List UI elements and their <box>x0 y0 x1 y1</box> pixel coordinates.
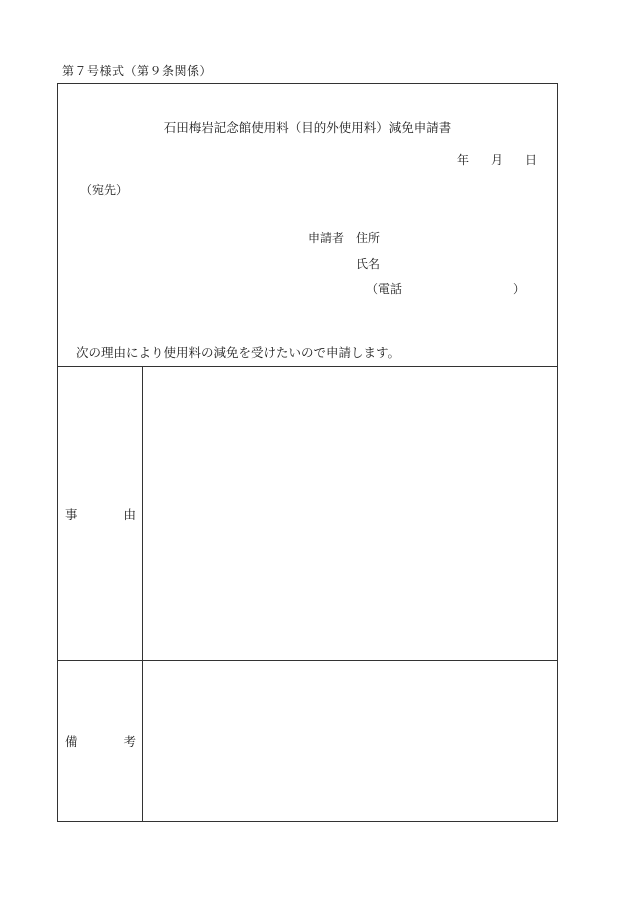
reason-label-second: 由 <box>123 506 136 522</box>
notes-field[interactable] <box>143 661 557 821</box>
form-title: 石田梅岩記念館使用料（目的外使用料）減免申請書 <box>163 120 452 135</box>
application-form <box>57 83 558 822</box>
name-label: 氏名 <box>356 257 381 271</box>
reason-label-first: 事 <box>65 506 78 522</box>
form-header-section <box>58 84 557 367</box>
reason-field[interactable] <box>143 367 557 660</box>
date-day-label: 日 <box>524 153 537 167</box>
notes-row <box>58 661 557 821</box>
applicant-label: 申請者 <box>308 231 345 245</box>
phone-label: （電話 <box>366 282 403 296</box>
date-line <box>457 151 537 168</box>
addressee-label: （宛先） <box>80 183 129 197</box>
date-year-label: 年 <box>456 153 469 167</box>
notes-label-second: 考 <box>123 734 136 749</box>
date-month-label: 月 <box>490 153 503 167</box>
reason-row <box>58 367 557 661</box>
address-label: 住所 <box>356 231 381 245</box>
reason-label-cell <box>58 367 143 660</box>
request-statement: 次の理由により使用料の減免を受けたいので申請します。 <box>76 345 401 360</box>
notes-label-first: 備 <box>65 734 78 749</box>
notes-label-cell <box>58 661 143 821</box>
phone-close-paren: ） <box>513 282 526 296</box>
form-number: 第７号様式（第９条関係） <box>62 64 213 78</box>
